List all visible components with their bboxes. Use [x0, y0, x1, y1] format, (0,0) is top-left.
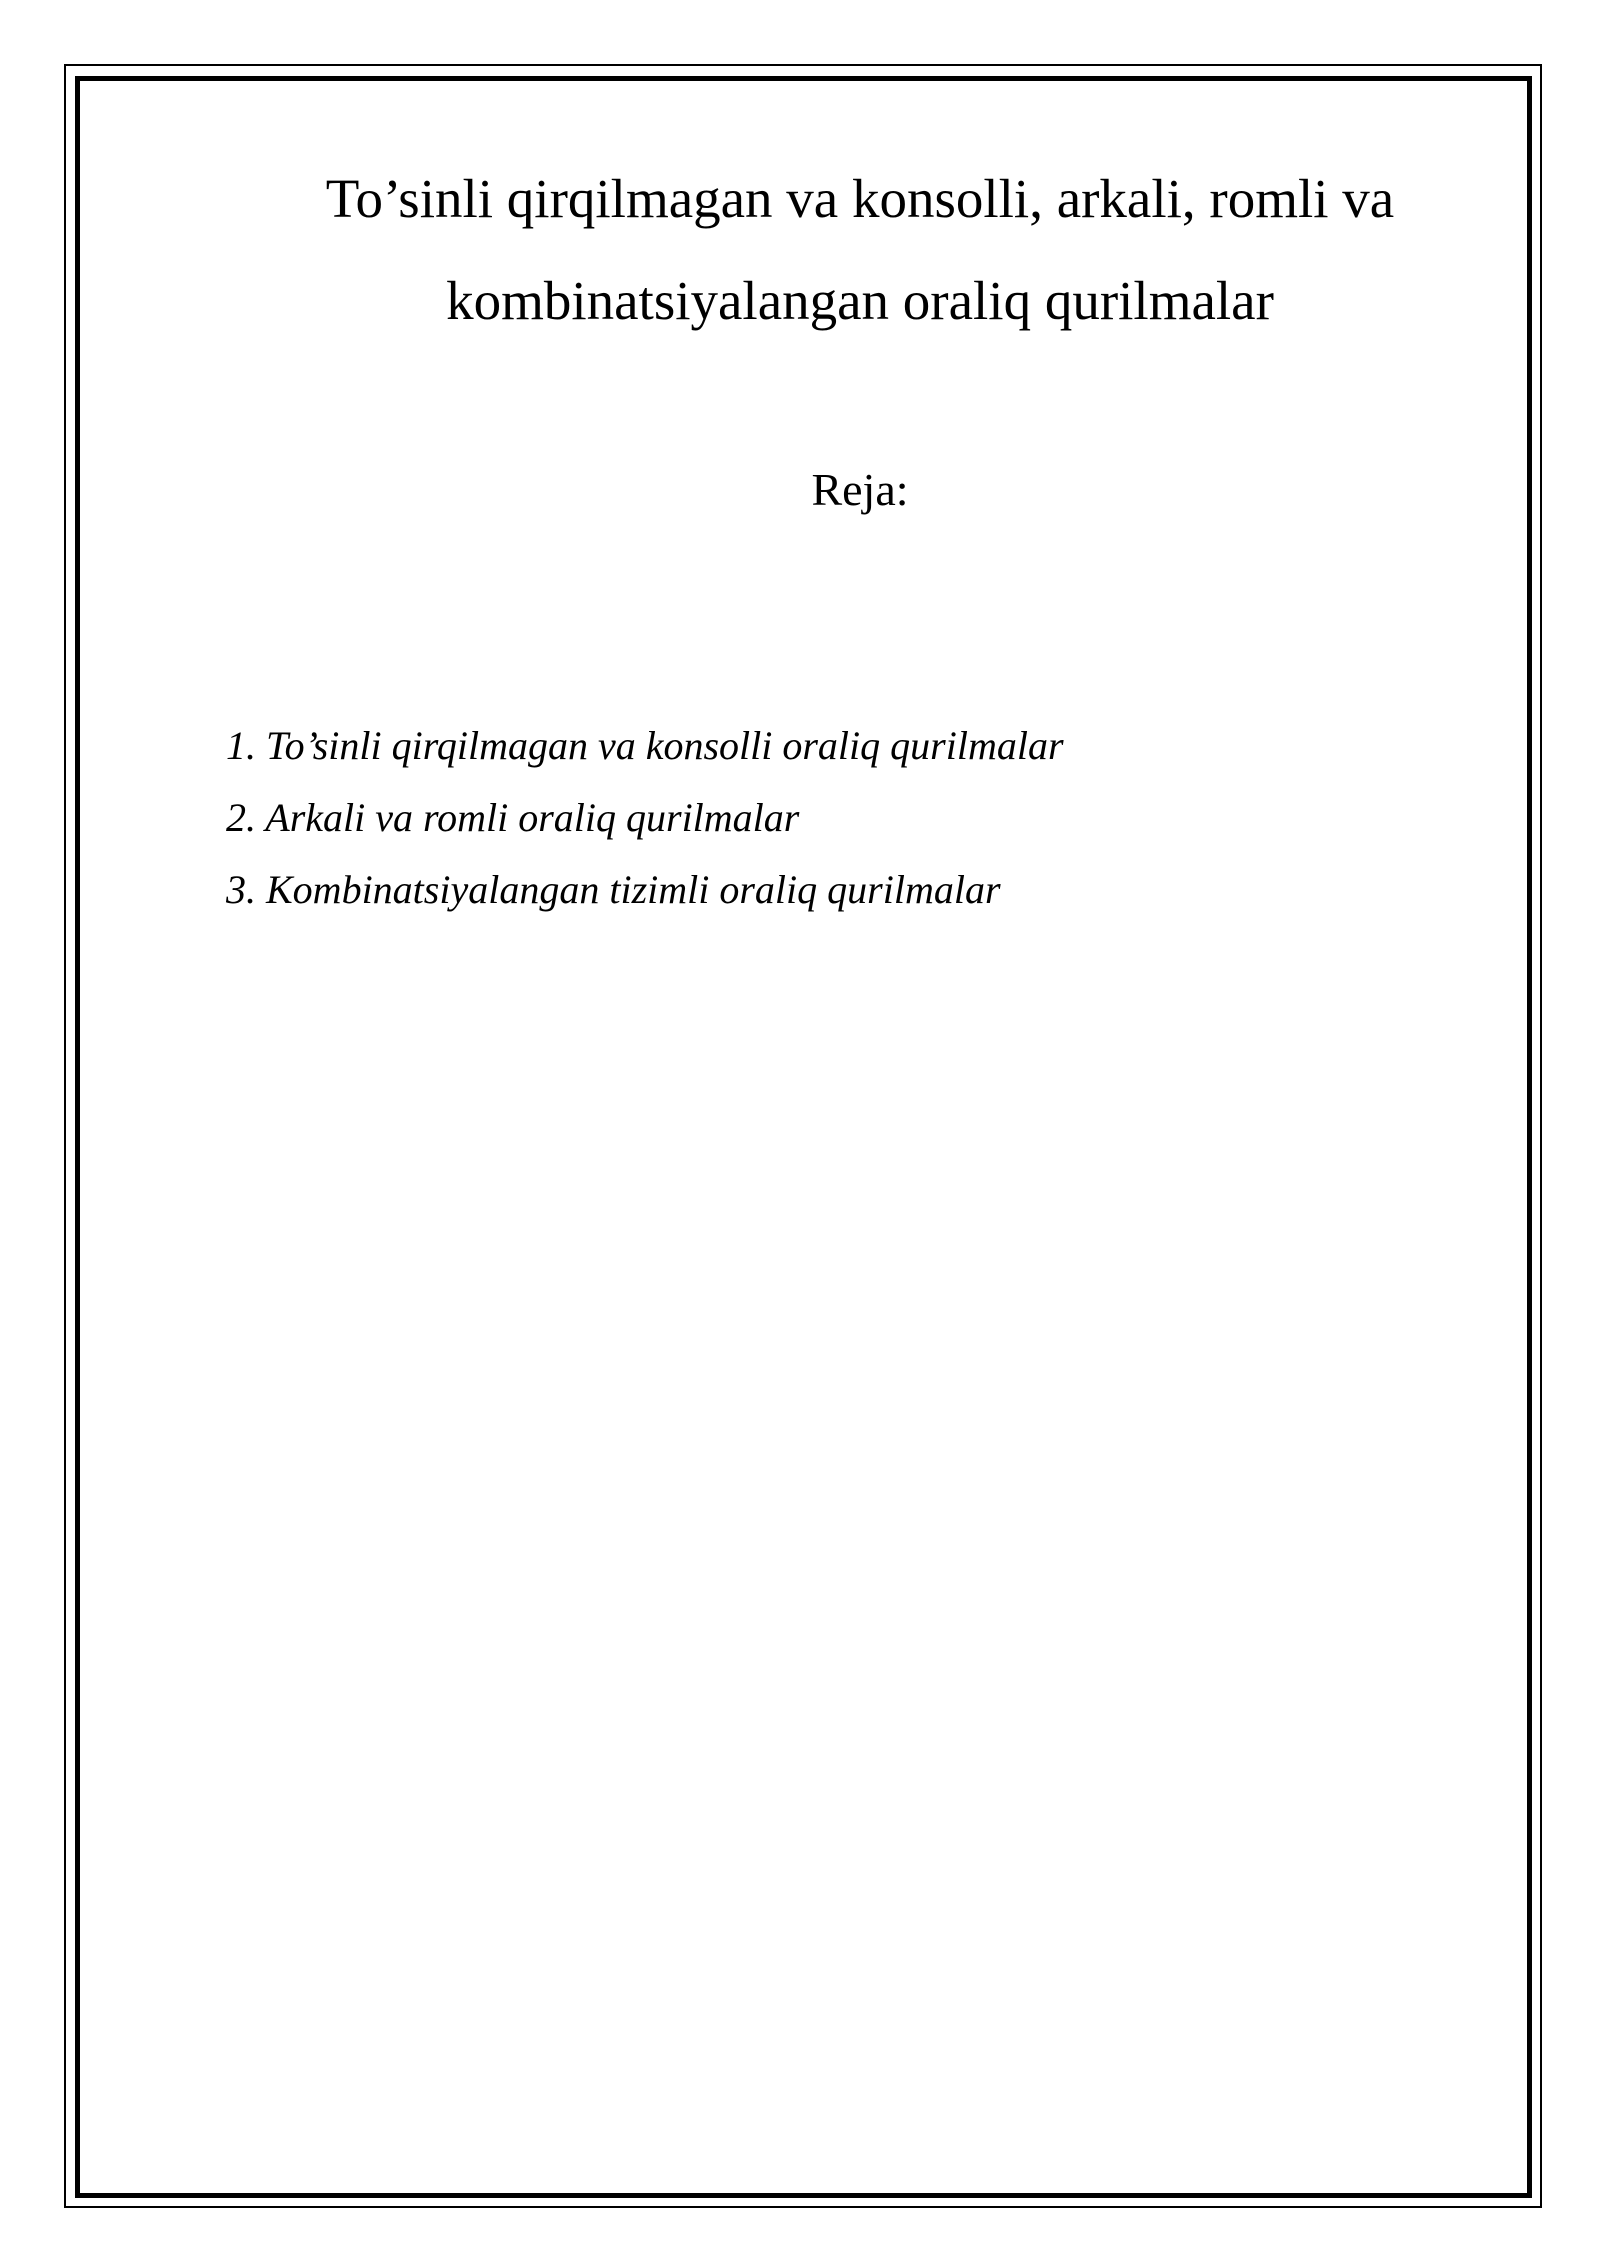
plan-item: 1. To’sinli qirqilmagan va konsolli oraliq qurilmalar [226, 723, 1064, 768]
plan-list [226, 710, 1064, 926]
plan-heading: Reja: [811, 464, 909, 515]
title-line-2: kombinatsiyalangan oraliq qurilmalar [446, 270, 1274, 331]
plan-item: 3. Kombinatsiyalangan tizimli oraliq qurilmalar [226, 867, 1001, 912]
plan-item: 2. Arkali va romli oraliq qurilmalar [226, 795, 800, 840]
title-line-1: To’sinli qirqilmagan va konsolli, arkali, romli va [325, 168, 1395, 229]
document-title [170, 148, 1550, 352]
page-frame-inner [75, 76, 1532, 2198]
